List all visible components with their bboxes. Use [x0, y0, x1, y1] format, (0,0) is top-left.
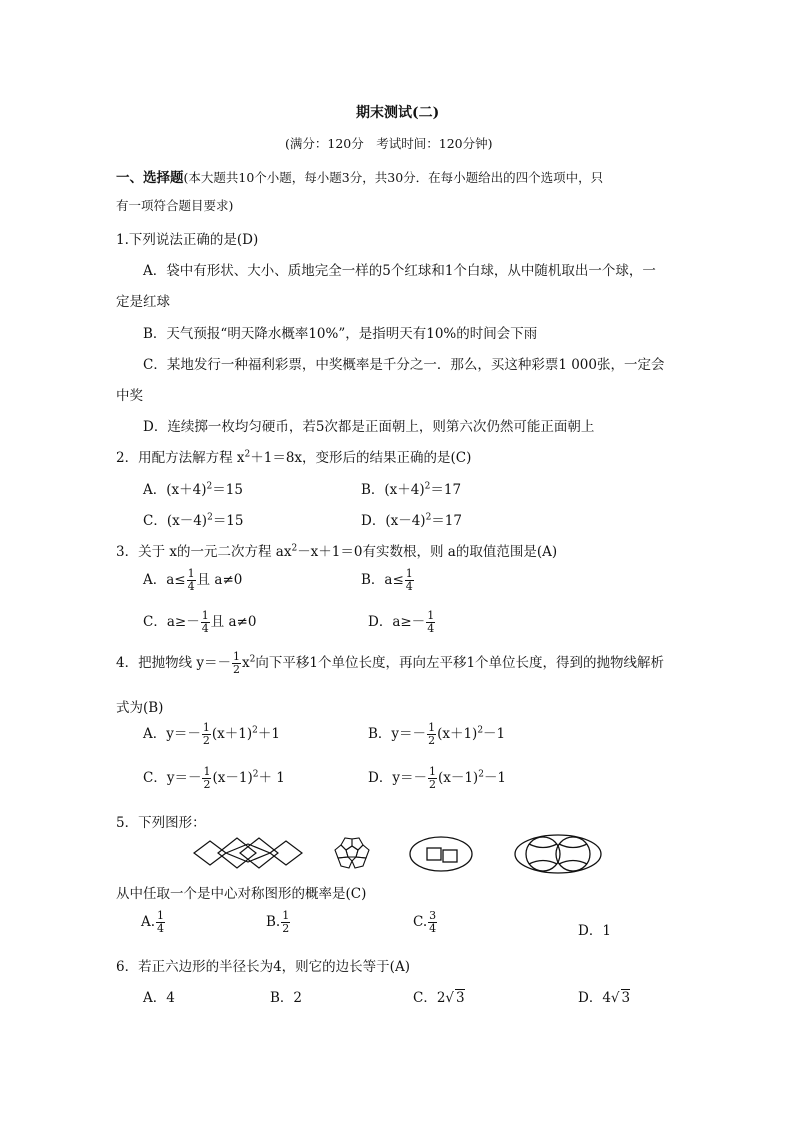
figure-ellipse-squares: [408, 834, 474, 874]
figure-pentagon-flower: [331, 833, 373, 873]
section-heading: 一、选择题: [116, 170, 184, 186]
q3-option-b: B．a≤ $\frac{1}{4}$: [361, 567, 413, 593]
q5-question: 从中任取一个是中心对称图形的概率是(C): [116, 886, 367, 902]
q5-stem: 5．下列图形：: [116, 815, 206, 831]
q1-option-a-cont: 定是红球: [116, 294, 170, 310]
q1-stem: 1.下列说法正确的是(D): [116, 232, 259, 248]
fraction: $\frac{1}{4}$: [427, 609, 435, 635]
section-line-1: [116, 166, 603, 186]
figure-knot-diamonds: [192, 832, 304, 874]
q6-option-c: C．2√ 3: [413, 990, 465, 1006]
fraction: $\frac{1}{4}$: [201, 609, 209, 635]
q4-option-b: B．y＝－ $\frac{1}{2}$ $(x+1)^2-1$: [368, 721, 506, 747]
page-subtitle: (满分：120分 考试时间：120分钟): [285, 136, 493, 151]
q4-option-d: D．y＝－ $\frac{1}{2}$ $(x-1)^2-1$: [368, 765, 507, 791]
q5-option-d: D．1: [578, 923, 611, 939]
q6-stem: 6．若正六边形的半径长为4，则它的边长等于(A): [116, 959, 410, 975]
q2-option-b: B．$(x+4)^2=17$: [361, 481, 462, 498]
q2-stem: 2．用配方法解方程 $x^2+1=8x$，变形后的结果正确的是(C): [116, 449, 472, 466]
q6-option-a: A．4: [143, 990, 175, 1006]
fraction: $\frac{1}{4}$: [187, 567, 195, 593]
figure-double-circles: [513, 833, 603, 875]
q2-option-a: A．$(x+4)^2=15$: [143, 481, 243, 498]
q5-option-c: C. $\frac{3}{4}$: [413, 909, 437, 935]
q1-option-b: B．天气预报“明天降水概率10%”，是指明天有10%的时间会下雨: [143, 326, 538, 342]
q1-option-c-cont: 中奖: [116, 388, 143, 404]
q6-option-b: B．2: [270, 990, 303, 1006]
q2-option-d: D．$(x-4)^2=17$: [361, 512, 462, 529]
fraction: $\frac{1}{2}$: [233, 650, 241, 676]
q1-option-d: D．连续掷一枚均匀硬币，若5次都是正面朝上，则第六次仍然可能正面朝上: [143, 419, 595, 435]
q1-option-a: A．袋中有形状、大小、质地完全一样的5个红球和1个白球，从中随机取出一个球，一: [143, 263, 656, 279]
q2-option-c: C．$(x-4)^2=15$: [143, 512, 244, 529]
q3-option-d: D．a≥－ $\frac{1}{4}$: [368, 609, 435, 635]
q3-stem: 3．关于 x的一元二次方程 $ax^2-x+1=0$有实数根，则 a的取值范围是(A): [116, 543, 558, 560]
page-title: 期末测试(二): [356, 105, 440, 121]
q4-stem-cont: 式为(B): [116, 700, 164, 716]
q6-option-d: D．4√ 3: [578, 990, 631, 1006]
q5-option-b: B. $\frac{1}{2}$: [266, 909, 290, 935]
q4-option-c: C．y＝－ $\frac{1}{2}$ $(x-1)^2+ 1$: [143, 765, 285, 791]
q3-option-c: C．a≥－ $\frac{1}{4}$ 且 a≠0: [143, 609, 257, 635]
q4-stem: 4．把抛物线 y＝－ $\frac{1}{2}$ $x^2$向下平移1个单位长度，再向左平移1个单位长度，得到的抛物线解析: [116, 650, 665, 676]
section-instruction-2: 有一项符合题目要求): [116, 198, 234, 213]
section-instruction-1: (本大题共10个小题，每小题3分，共30分．在每小题给出的四个选项中，只: [183, 170, 604, 185]
fraction: $\frac{1}{4}$: [405, 567, 413, 593]
q5-option-a: A. $\frac{1}{4}$: [141, 909, 165, 935]
q3-option-a: A．a≤ $\frac{1}{4}$ 且 a≠0: [143, 567, 243, 593]
q1-option-c: C．某地发行一种福利彩票，中奖概率是千分之一．那么，买这种彩票1 000张，一定会: [143, 357, 665, 373]
q4-option-a: A．y＝－ $\frac{1}{2}$ $(x+1)^2+1$: [143, 721, 280, 747]
